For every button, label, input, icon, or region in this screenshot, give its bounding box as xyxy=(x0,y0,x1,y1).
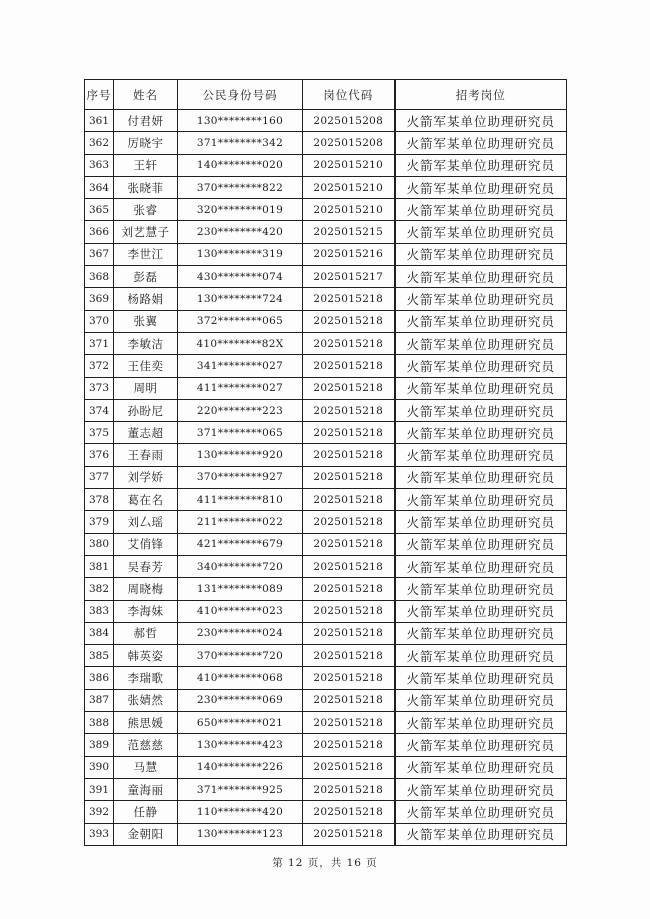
cell-citizen-id: 430********074 xyxy=(178,266,303,288)
cell-serial-number: 385 xyxy=(85,645,114,667)
cell-position-code: 2025015218 xyxy=(303,555,395,577)
cell-citizen-id: 130********423 xyxy=(178,734,303,756)
table-row xyxy=(85,555,567,577)
column-header-name: 姓名 xyxy=(114,80,178,110)
cell-name: 厉晓宇 xyxy=(114,132,178,154)
cell-position-code: 2025015210 xyxy=(303,154,395,176)
cell-serial-number: 368 xyxy=(85,266,114,288)
table-row xyxy=(85,332,567,354)
cell-citizen-id: 230********069 xyxy=(178,689,303,711)
cell-serial-number: 384 xyxy=(85,622,114,644)
cell-serial-number: 386 xyxy=(85,667,114,689)
cell-recruit-position: 火箭军某单位助理研究员 xyxy=(395,756,567,778)
applicant-roster-table xyxy=(84,79,567,846)
cell-recruit-position: 火箭军某单位助理研究员 xyxy=(395,667,567,689)
cell-citizen-id: 130********724 xyxy=(178,288,303,310)
table-row xyxy=(85,489,567,511)
cell-recruit-position: 火箭军某单位助理研究员 xyxy=(395,399,567,421)
cell-citizen-id: 371********065 xyxy=(178,422,303,444)
cell-citizen-id: 421********679 xyxy=(178,533,303,555)
cell-recruit-position: 火箭军某单位助理研究员 xyxy=(395,154,567,176)
cell-serial-number: 392 xyxy=(85,801,114,823)
cell-name: 张睿 xyxy=(114,199,178,221)
cell-position-code: 2025015210 xyxy=(303,176,395,198)
cell-name: 郝哲 xyxy=(114,622,178,644)
cell-serial-number: 388 xyxy=(85,712,114,734)
cell-name: 任静 xyxy=(114,801,178,823)
cell-name: 张婧然 xyxy=(114,689,178,711)
cell-name: 刘厶瑶 xyxy=(114,511,178,533)
cell-serial-number: 378 xyxy=(85,489,114,511)
table-row xyxy=(85,801,567,823)
cell-serial-number: 364 xyxy=(85,176,114,198)
cell-name: 李瑞歌 xyxy=(114,667,178,689)
cell-serial-number: 379 xyxy=(85,511,114,533)
cell-recruit-position: 火箭军某单位助理研究员 xyxy=(395,377,567,399)
cell-position-code: 2025015218 xyxy=(303,489,395,511)
table-row xyxy=(85,377,567,399)
cell-recruit-position: 火箭军某单位助理研究员 xyxy=(395,288,567,310)
table-row xyxy=(85,444,567,466)
cell-citizen-id: 341********027 xyxy=(178,355,303,377)
table-row xyxy=(85,511,567,533)
table-row xyxy=(85,734,567,756)
cell-citizen-id: 320********019 xyxy=(178,199,303,221)
cell-citizen-id: 371********925 xyxy=(178,778,303,800)
cell-serial-number: 370 xyxy=(85,310,114,332)
cell-citizen-id: 130********123 xyxy=(178,823,303,845)
cell-name: 马慧 xyxy=(114,756,178,778)
cell-recruit-position: 火箭军某单位助理研究员 xyxy=(395,489,567,511)
cell-recruit-position: 火箭军某单位助理研究员 xyxy=(395,243,567,265)
table-row xyxy=(85,243,567,265)
cell-serial-number: 381 xyxy=(85,555,114,577)
cell-recruit-position: 火箭军某单位助理研究员 xyxy=(395,199,567,221)
cell-position-code: 2025015218 xyxy=(303,712,395,734)
table-header xyxy=(85,80,567,110)
table-row xyxy=(85,221,567,243)
cell-citizen-id: 131********089 xyxy=(178,578,303,600)
cell-citizen-id: 230********420 xyxy=(178,221,303,243)
cell-name: 李敏洁 xyxy=(114,332,178,354)
cell-recruit-position: 火箭军某单位助理研究员 xyxy=(395,110,567,132)
cell-position-code: 2025015218 xyxy=(303,689,395,711)
table-row xyxy=(85,778,567,800)
cell-name: 周晓梅 xyxy=(114,578,178,600)
cell-serial-number: 361 xyxy=(85,110,114,132)
cell-recruit-position: 火箭军某单位助理研究员 xyxy=(395,689,567,711)
table-row xyxy=(85,667,567,689)
cell-citizen-id: 370********927 xyxy=(178,466,303,488)
cell-citizen-id: 372********065 xyxy=(178,310,303,332)
cell-recruit-position: 火箭军某单位助理研究员 xyxy=(395,511,567,533)
cell-recruit-position: 火箭军某单位助理研究员 xyxy=(395,444,567,466)
column-header-recruit-position: 招考岗位 xyxy=(395,80,567,110)
column-header-serial-number: 序号 xyxy=(85,80,114,110)
cell-position-code: 2025015217 xyxy=(303,266,395,288)
cell-position-code: 2025015218 xyxy=(303,355,395,377)
cell-name: 王春雨 xyxy=(114,444,178,466)
cell-citizen-id: 370********822 xyxy=(178,176,303,198)
cell-citizen-id: 340********720 xyxy=(178,555,303,577)
cell-recruit-position: 火箭军某单位助理研究员 xyxy=(395,533,567,555)
cell-serial-number: 376 xyxy=(85,444,114,466)
cell-serial-number: 365 xyxy=(85,199,114,221)
cell-recruit-position: 火箭军某单位助理研究员 xyxy=(395,600,567,622)
table-row xyxy=(85,622,567,644)
cell-name: 李世江 xyxy=(114,243,178,265)
cell-recruit-position: 火箭军某单位助理研究员 xyxy=(395,823,567,845)
table-row xyxy=(85,712,567,734)
cell-serial-number: 369 xyxy=(85,288,114,310)
cell-position-code: 2025015218 xyxy=(303,645,395,667)
cell-position-code: 2025015218 xyxy=(303,801,395,823)
cell-position-code: 2025015218 xyxy=(303,533,395,555)
table-row xyxy=(85,176,567,198)
cell-name: 孙盼尼 xyxy=(114,399,178,421)
cell-serial-number: 367 xyxy=(85,243,114,265)
cell-serial-number: 362 xyxy=(85,132,114,154)
table-row xyxy=(85,266,567,288)
cell-name: 范慈慈 xyxy=(114,734,178,756)
table-row xyxy=(85,399,567,421)
table-row xyxy=(85,578,567,600)
cell-serial-number: 380 xyxy=(85,533,114,555)
cell-recruit-position: 火箭军某单位助理研究员 xyxy=(395,622,567,644)
cell-recruit-position: 火箭军某单位助理研究员 xyxy=(395,221,567,243)
cell-position-code: 2025015218 xyxy=(303,444,395,466)
table-row xyxy=(85,355,567,377)
cell-name: 王轩 xyxy=(114,154,178,176)
cell-serial-number: 374 xyxy=(85,399,114,421)
cell-name: 杨路娟 xyxy=(114,288,178,310)
column-header-position-code: 岗位代码 xyxy=(303,80,395,110)
cell-serial-number: 389 xyxy=(85,734,114,756)
cell-name: 张翼 xyxy=(114,310,178,332)
cell-recruit-position: 火箭军某单位助理研究员 xyxy=(395,712,567,734)
cell-citizen-id: 411********810 xyxy=(178,489,303,511)
table-row xyxy=(85,823,567,845)
cell-recruit-position: 火箭军某单位助理研究员 xyxy=(395,801,567,823)
cell-recruit-position: 火箭军某单位助理研究员 xyxy=(395,355,567,377)
cell-recruit-position: 火箭军某单位助理研究员 xyxy=(395,132,567,154)
cell-citizen-id: 410********82X xyxy=(178,332,303,354)
cell-citizen-id: 370********720 xyxy=(178,645,303,667)
header-row xyxy=(85,80,567,110)
cell-position-code: 2025015208 xyxy=(303,132,395,154)
cell-position-code: 2025015218 xyxy=(303,578,395,600)
cell-name: 付君妍 xyxy=(114,110,178,132)
cell-name: 周明 xyxy=(114,377,178,399)
cell-citizen-id: 140********226 xyxy=(178,756,303,778)
table-row xyxy=(85,132,567,154)
cell-recruit-position: 火箭军某单位助理研究员 xyxy=(395,332,567,354)
cell-serial-number: 387 xyxy=(85,689,114,711)
cell-recruit-position: 火箭军某单位助理研究员 xyxy=(395,422,567,444)
cell-recruit-position: 火箭军某单位助理研究员 xyxy=(395,310,567,332)
table-row xyxy=(85,154,567,176)
cell-citizen-id: 110********420 xyxy=(178,801,303,823)
table-row xyxy=(85,645,567,667)
cell-position-code: 2025015218 xyxy=(303,734,395,756)
table-row xyxy=(85,288,567,310)
cell-position-code: 2025015218 xyxy=(303,332,395,354)
cell-serial-number: 372 xyxy=(85,355,114,377)
table-row xyxy=(85,199,567,221)
cell-serial-number: 391 xyxy=(85,778,114,800)
column-header-citizen-id: 公民身份号码 xyxy=(178,80,303,110)
cell-citizen-id: 140********020 xyxy=(178,154,303,176)
cell-name: 葛在名 xyxy=(114,489,178,511)
table-row xyxy=(85,600,567,622)
cell-serial-number: 377 xyxy=(85,466,114,488)
cell-serial-number: 390 xyxy=(85,756,114,778)
cell-name: 艾俏锋 xyxy=(114,533,178,555)
cell-name: 彭磊 xyxy=(114,266,178,288)
cell-position-code: 2025015218 xyxy=(303,422,395,444)
table-row xyxy=(85,689,567,711)
cell-recruit-position: 火箭军某单位助理研究员 xyxy=(395,645,567,667)
cell-citizen-id: 411********027 xyxy=(178,377,303,399)
cell-recruit-position: 火箭军某单位助理研究员 xyxy=(395,176,567,198)
cell-name: 李海妹 xyxy=(114,600,178,622)
cell-citizen-id: 410********023 xyxy=(178,600,303,622)
cell-name: 王佳奕 xyxy=(114,355,178,377)
cell-citizen-id: 650********021 xyxy=(178,712,303,734)
cell-citizen-id: 211********022 xyxy=(178,511,303,533)
cell-position-code: 2025015218 xyxy=(303,600,395,622)
cell-position-code: 2025015218 xyxy=(303,399,395,421)
table-row xyxy=(85,310,567,332)
cell-name: 韩英姿 xyxy=(114,645,178,667)
cell-position-code: 2025015210 xyxy=(303,199,395,221)
cell-recruit-position: 火箭军某单位助理研究员 xyxy=(395,578,567,600)
table-row xyxy=(85,466,567,488)
cell-name: 熊思媛 xyxy=(114,712,178,734)
cell-recruit-position: 火箭军某单位助理研究员 xyxy=(395,734,567,756)
cell-recruit-position: 火箭军某单位助理研究员 xyxy=(395,778,567,800)
cell-name: 金朝阳 xyxy=(114,823,178,845)
cell-position-code: 2025015218 xyxy=(303,778,395,800)
cell-name: 刘艺慧子 xyxy=(114,221,178,243)
cell-position-code: 2025015216 xyxy=(303,243,395,265)
cell-citizen-id: 220********223 xyxy=(178,399,303,421)
cell-name: 张晓菲 xyxy=(114,176,178,198)
cell-name: 董志超 xyxy=(114,422,178,444)
cell-citizen-id: 130********160 xyxy=(178,110,303,132)
cell-recruit-position: 火箭军某单位助理研究员 xyxy=(395,266,567,288)
cell-name: 吴春芳 xyxy=(114,555,178,577)
cell-serial-number: 366 xyxy=(85,221,114,243)
page-footer: 第 12 页，共 16 页 xyxy=(272,857,378,869)
table-row xyxy=(85,110,567,132)
cell-position-code: 2025015218 xyxy=(303,823,395,845)
cell-position-code: 2025015218 xyxy=(303,466,395,488)
cell-citizen-id: 410********068 xyxy=(178,667,303,689)
cell-position-code: 2025015215 xyxy=(303,221,395,243)
cell-serial-number: 393 xyxy=(85,823,114,845)
cell-position-code: 2025015218 xyxy=(303,288,395,310)
cell-position-code: 2025015218 xyxy=(303,377,395,399)
cell-position-code: 2025015218 xyxy=(303,756,395,778)
cell-recruit-position: 火箭军某单位助理研究员 xyxy=(395,466,567,488)
cell-position-code: 2025015218 xyxy=(303,511,395,533)
cell-serial-number: 383 xyxy=(85,600,114,622)
cell-name: 刘学娇 xyxy=(114,466,178,488)
cell-citizen-id: 130********920 xyxy=(178,444,303,466)
table-body xyxy=(85,110,567,846)
cell-serial-number: 371 xyxy=(85,332,114,354)
cell-position-code: 2025015218 xyxy=(303,622,395,644)
cell-citizen-id: 130********319 xyxy=(178,243,303,265)
cell-serial-number: 382 xyxy=(85,578,114,600)
cell-citizen-id: 230********024 xyxy=(178,622,303,644)
cell-serial-number: 375 xyxy=(85,422,114,444)
cell-citizen-id: 371********342 xyxy=(178,132,303,154)
cell-position-code: 2025015218 xyxy=(303,310,395,332)
table-row xyxy=(85,533,567,555)
cell-recruit-position: 火箭军某单位助理研究员 xyxy=(395,555,567,577)
table-row xyxy=(85,756,567,778)
cell-position-code: 2025015218 xyxy=(303,667,395,689)
cell-name: 童海丽 xyxy=(114,778,178,800)
cell-position-code: 2025015208 xyxy=(303,110,395,132)
cell-serial-number: 373 xyxy=(85,377,114,399)
table-row xyxy=(85,422,567,444)
cell-serial-number: 363 xyxy=(85,154,114,176)
